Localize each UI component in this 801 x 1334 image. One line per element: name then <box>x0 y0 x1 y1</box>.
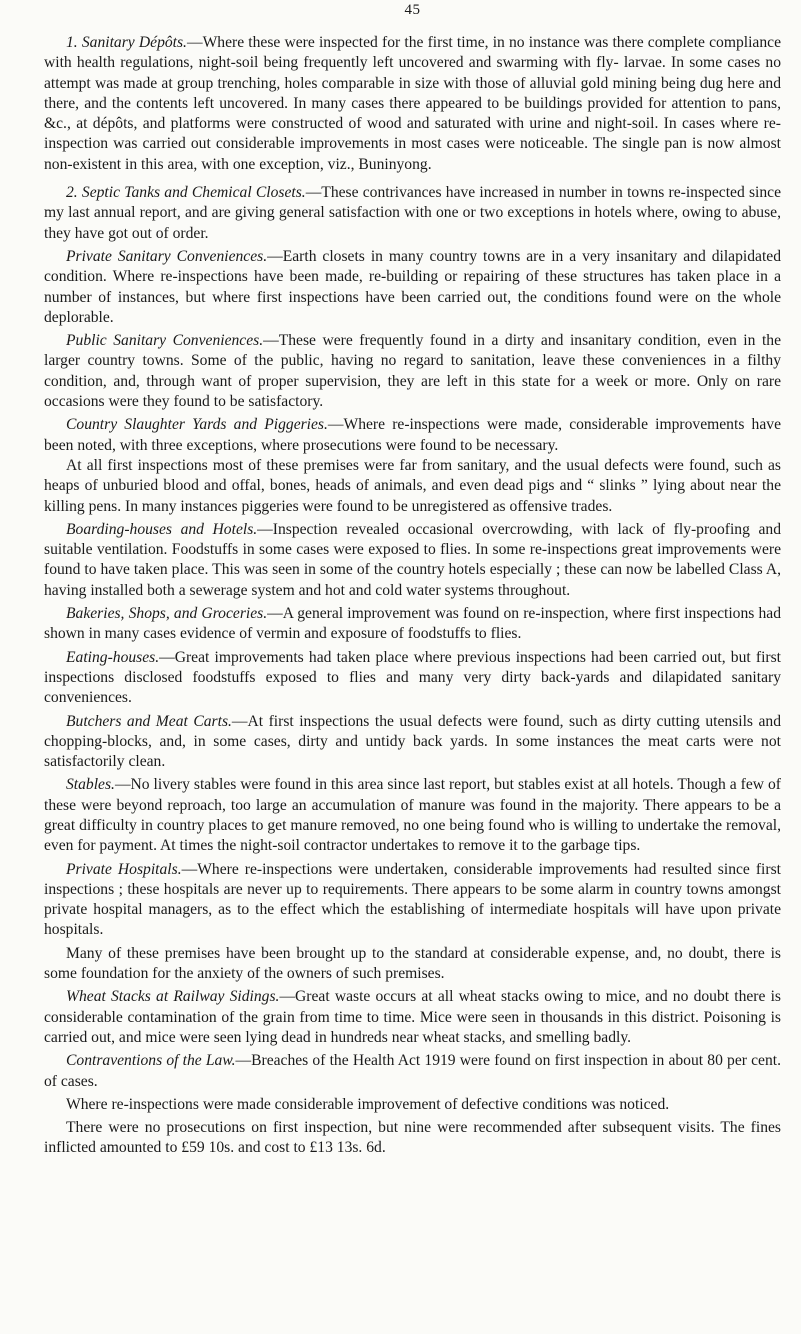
paragraph-text: Where re-inspections were made considerable improvement of defective conditions was noticed. <box>66 1095 670 1113</box>
paragraph-eating-houses <box>44 648 781 709</box>
paragraph-butchers <box>44 712 781 773</box>
paragraph-text: At all first inspections most of these premises were far from sanitary, and the usual defects were found, such as heaps of unburied blood and offal, bones, heads of animals, and even dead pigs and “ slinks ” lying about near the killing pens. In many instances piggeries were found to be unregistered as offensive trades. <box>44 456 781 515</box>
paragraph-heading: Private Sanitary Conveniences. <box>66 247 268 265</box>
paragraph-text: —Inspection revealed occasional overcrowding, with lack of fly-proofing and suitable ventilation. Foodstuffs in some cases were exposed to flies. In some re-inspections great improvements were found to have taken place. This was seen in some of the country hotels especially ; these can now be labelled Class A, having installed both a sewerage system and hot and cold water systems throughout. <box>44 520 781 599</box>
paragraph-stables <box>44 775 781 856</box>
paragraph-text: —Great improvements had taken place where previous inspections had been carried out, but first inspections disclosed foodstuffs exposed to flies and many very dirty back-yards and dilapidated sanitary conveniences. <box>44 648 781 707</box>
paragraph-heading: Eating-houses. <box>66 648 160 666</box>
paragraph-heading: Country Slaughter Yards and Piggeries. <box>66 416 328 434</box>
paragraph-boarding-houses <box>44 520 781 601</box>
paragraph-text: —A general improvement was found on re-inspection, where first inspections had shown in many cases evidence of vermin and exposure of foodstuffs to flies. <box>44 605 781 643</box>
paragraph-bakeries <box>44 604 781 645</box>
paragraph-text: —Great waste occurs at all wheat stacks owing to mice, and no doubt there is considerable contamination of the grain from time to time. Mice were seen in thousands in this district. Poisoning is carried out, and mice were seen lying dead in hundreds near wheat stacks, and smelling badly. <box>44 988 781 1046</box>
paragraph-text: Many of these premises have been brought up to the standard at considerable expense, and, no doubt, there is some foundation for the anxiety of the owners of such premises. <box>44 944 781 983</box>
paragraph-public-sanitary <box>44 331 781 412</box>
paragraph-heading: 1. Sanitary Dépôts. <box>66 34 187 51</box>
paragraph-heading: Butchers and Meat Carts. <box>66 712 232 730</box>
paragraph-private-hospitals <box>44 860 781 941</box>
paragraph-heading: Stables. <box>66 776 115 794</box>
paragraph-text: —These were frequently found in a dirty and insanitary condition, even in the larger country towns. Some of the public, having no regard to sanitation, leave these conveniences in a filthy condition, and, through want of proper supervision, they are left in this state for a week or more. Only on rare occasions were they found to be satisfactory. <box>44 332 781 411</box>
paragraph-first-inspections <box>44 456 781 517</box>
paragraph-text: —Breaches of the Health Act 1919 were found on first inspection in about 80 per cent. of cases. <box>44 1052 782 1090</box>
paragraph-text: —Earth closets in many country towns are in a very insanitary and dilapidated condition. Where re-inspections have been made, re-building or repairing of these structures has taken place in a number of instances, but where first inspections have been carried out, the conditions found were on the whole deplorable. <box>44 247 781 326</box>
paragraph-hospital-premises <box>44 944 781 985</box>
paragraph-private-sanitary <box>44 247 781 328</box>
paragraph-contraventions <box>44 1051 781 1092</box>
paragraph-heading: Wheat Stacks at Railway Sidings. <box>66 988 280 1006</box>
paragraph-prosecutions <box>44 1118 781 1159</box>
paragraph-heading: Boarding-houses and Hotels. <box>66 520 258 538</box>
paragraph-sanitary-depots <box>44 33 781 175</box>
paragraph-text: There were no prosecutions on first inspection, but nine were recommended after subsequent visits. The fines inflicted amounted to £59 10s. and cost to £13 13s. 6d. <box>44 1119 781 1157</box>
page-number: 45 <box>404 2 421 18</box>
paragraph-heading: Public Sanitary Conveniences. <box>66 332 264 350</box>
paragraph-septic-tanks <box>44 183 781 244</box>
paragraph-heading: 2. Septic Tanks and Chemical Closets. <box>66 184 306 202</box>
paragraph-text: —Where re-inspections were made, considerable improvements have been noted, with three exceptions, where prosecutions were found to be necessary. <box>44 416 781 454</box>
paragraph-heading: Bakeries, Shops, and Groceries. <box>66 605 268 623</box>
paragraph-text: —At first inspections the usual defects were found, such as dirty cutting utensils and chopping-blocks, and, in some cases, dirty and untidy back yards. In some instances the meat carts were not satisfactorily clean. <box>44 712 781 771</box>
paragraph-text: —No livery stables were found in this area since last report, but stables exist at all hotels. Though a few of these were beyond reproach, too large an accumulation of manure was found in the majority. There appears to be a great difficulty in country places to get manure removed, no one being found who is willing to undertake the removal, even for payment. At times the night-soil contractor undertakes to remove it to the garbage tips. <box>44 776 781 855</box>
paragraph-heading: Private Hospitals. <box>66 860 182 878</box>
paragraph-slaughter-yards <box>44 415 781 456</box>
paragraph-text: —These contrivances have increased in number in towns re-inspected since my last annual report, and are giving general satisfaction with one or two exceptions in hotels where, owing to abuse, they have got out of order. <box>44 184 781 242</box>
paragraph-heading: Contraventions of the Law. <box>66 1052 236 1070</box>
paragraph-wheat-stacks <box>44 987 781 1048</box>
paragraph-text: —Where re-inspections were undertaken, considerable improvements had resulted since first inspections ; these hospitals are never up to requirements. There appears to be some alarm in country towns amongst private hospital managers, as to the effect which the establishing of intermediate hospitals will have upon private hospitals. <box>44 860 781 939</box>
paragraph-text: —Where these were inspected for the first time, in no instance was there complete compliance with health regulations, night-soil being frequently left uncovered and swarming with fly- larvae. In some cases no attempt was made at group trenching, holes comparable in size with those of alluvial gold mining being dug here and there, and the contents left uncovered. In many cases there appeared to be buildings provided for attention to pans, &c., at dépôts, and platforms were constructed of wood and saturated with urine and night-soil. In cases where re-inspection was carried out considerable improvements in most cases were noticeable. The single pan is now almost non-existent in this area, with one exception, viz., Buninyong. <box>44 34 781 173</box>
paragraph-re-inspections <box>44 1095 781 1115</box>
